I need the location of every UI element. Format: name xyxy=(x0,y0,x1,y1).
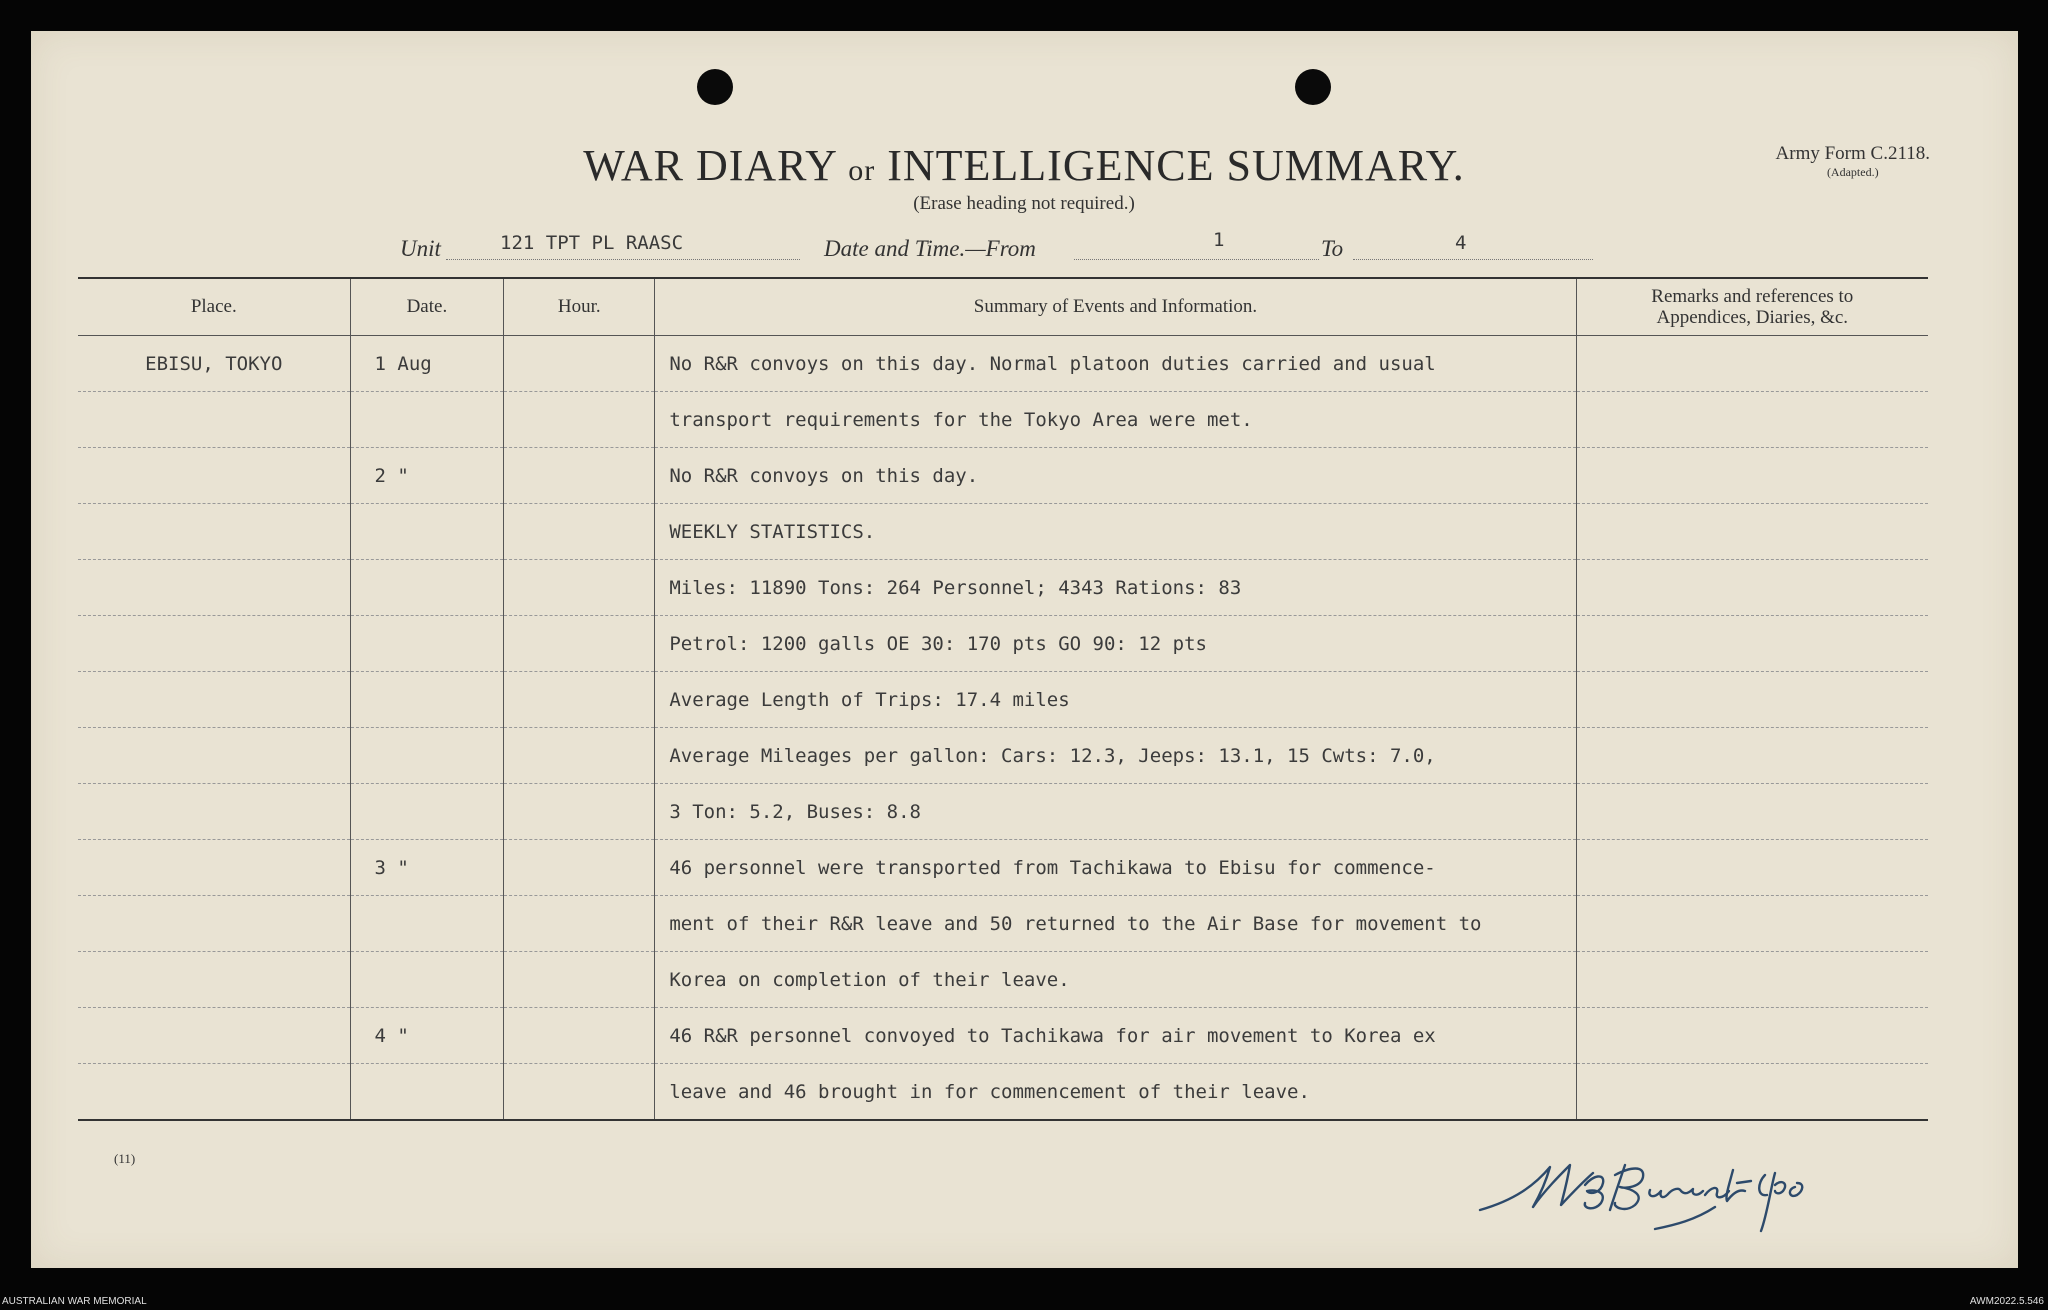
watermark-left: AUSTRALIAN WAR MEMORIAL xyxy=(2,1296,147,1307)
summary-cell: No R&R convoys on this day. xyxy=(655,448,1576,504)
remarks-cell xyxy=(1576,448,1928,504)
date-cell xyxy=(350,728,504,784)
unit-label: Unit xyxy=(400,236,441,261)
hour-cell xyxy=(504,336,655,392)
table-row xyxy=(78,1064,1928,1121)
hour-cell xyxy=(504,1064,655,1121)
column-hour: Hour. xyxy=(504,278,655,336)
signature xyxy=(1475,1145,1855,1240)
table-row xyxy=(78,560,1928,616)
place-cell xyxy=(78,840,350,896)
table-row xyxy=(78,952,1928,1008)
summary-cell: 3 Ton: 5.2, Buses: 8.8 xyxy=(655,784,1576,840)
column-remarks xyxy=(1576,278,1928,336)
column-date: Date. xyxy=(350,278,504,336)
date-cell: 2 " xyxy=(350,448,504,504)
army-form-label xyxy=(1776,145,1930,181)
column-remarks-line1: Remarks and references to xyxy=(1651,286,1854,307)
date-cell: 4 " xyxy=(350,1008,504,1064)
remarks-cell xyxy=(1576,672,1928,728)
army-form-number: Army Form C.2118. xyxy=(1775,143,1930,164)
remarks-cell xyxy=(1576,952,1928,1008)
unit-underline xyxy=(446,259,800,260)
table-header-row xyxy=(78,278,1928,336)
form-number: (11) xyxy=(114,1151,136,1166)
hour-cell xyxy=(504,616,655,672)
punch-hole xyxy=(697,69,733,105)
title-part2: INTELLIGENCE SUMMARY. xyxy=(887,141,1465,190)
date-cell xyxy=(350,784,504,840)
summary-cell: ment of their R&R leave and 50 returned to the Air Base for movement to xyxy=(655,896,1576,952)
hour-cell xyxy=(504,840,655,896)
date-cell xyxy=(350,1064,504,1121)
hour-cell xyxy=(504,728,655,784)
page-title xyxy=(0,140,2048,191)
remarks-cell xyxy=(1576,560,1928,616)
remarks-cell xyxy=(1576,1064,1928,1121)
column-remarks-line2: Appendices, Diaries, &c. xyxy=(1656,307,1849,328)
hour-cell xyxy=(504,784,655,840)
summary-cell: Average Length of Trips: 17.4 miles xyxy=(655,672,1576,728)
hour-cell xyxy=(504,1008,655,1064)
table-row xyxy=(78,840,1928,896)
remarks-cell xyxy=(1576,616,1928,672)
summary-cell: transport requirements for the Tokyo Area were met. xyxy=(655,392,1576,448)
summary-cell: WEEKLY STATISTICS. xyxy=(655,504,1576,560)
title-or: or xyxy=(848,154,876,187)
place-cell xyxy=(78,728,350,784)
table-row xyxy=(78,336,1928,392)
hour-cell xyxy=(504,448,655,504)
table-row xyxy=(78,672,1928,728)
to-underline xyxy=(1353,259,1593,260)
place-cell: EBISU, TOKYO xyxy=(78,336,350,392)
remarks-cell xyxy=(1576,504,1928,560)
title-part1: WAR DIARY xyxy=(583,141,837,190)
hour-cell xyxy=(504,560,655,616)
summary-cell: Average Mileages per gallon: Cars: 12.3, Jeeps: 13.1, 15 Cwts: 7.0, xyxy=(655,728,1576,784)
table-row xyxy=(78,728,1928,784)
place-cell xyxy=(78,392,350,448)
place-cell xyxy=(78,448,350,504)
hour-cell xyxy=(504,952,655,1008)
army-form-adapted: (Adapted.) xyxy=(1826,165,1879,179)
from-underline xyxy=(1074,259,1319,260)
table-row xyxy=(78,504,1928,560)
to-value: 4 xyxy=(1455,232,1467,254)
date-cell xyxy=(350,616,504,672)
table-row xyxy=(78,448,1928,504)
remarks-cell xyxy=(1576,1008,1928,1064)
date-cell xyxy=(350,504,504,560)
unit-value: 121 TPT PL RAASC xyxy=(500,232,684,254)
summary-cell: Petrol: 1200 galls OE 30: 170 pts GO 90: 12 pts xyxy=(655,616,1576,672)
place-cell xyxy=(78,560,350,616)
hour-cell xyxy=(504,672,655,728)
table-row xyxy=(78,616,1928,672)
punch-hole xyxy=(1295,69,1331,105)
table-row xyxy=(78,896,1928,952)
summary-cell: 46 personnel were transported from Tachikawa to Ebisu for commence- xyxy=(655,840,1576,896)
column-place: Place. xyxy=(78,278,350,336)
date-cell xyxy=(350,560,504,616)
watermark-right: AWM2022.5.546 xyxy=(1969,1296,2044,1307)
hour-cell xyxy=(504,504,655,560)
place-cell xyxy=(78,1008,350,1064)
to-label: To xyxy=(1321,236,1344,261)
date-cell: 1 Aug xyxy=(350,336,504,392)
place-cell xyxy=(78,672,350,728)
hour-cell xyxy=(504,392,655,448)
table-row xyxy=(78,392,1928,448)
remarks-cell xyxy=(1576,784,1928,840)
summary-cell: leave and 46 brought in for commencement of their leave. xyxy=(655,1064,1576,1121)
place-cell xyxy=(78,504,350,560)
subtitle: (Erase heading not required.) xyxy=(913,193,1135,214)
place-cell xyxy=(78,896,350,952)
remarks-cell xyxy=(1576,392,1928,448)
place-cell xyxy=(78,784,350,840)
column-summary: Summary of Events and Information. xyxy=(655,278,1576,336)
summary-cell: No R&R convoys on this day. Normal platoon duties carried and usual xyxy=(655,336,1576,392)
place-cell xyxy=(78,1064,350,1121)
date-cell: 3 " xyxy=(350,840,504,896)
signature-image xyxy=(1475,1145,1855,1235)
remarks-cell xyxy=(1576,896,1928,952)
date-cell xyxy=(350,896,504,952)
remarks-cell xyxy=(1576,336,1928,392)
date-cell xyxy=(350,952,504,1008)
summary-cell: Miles: 11890 Tons: 264 Personnel; 4343 Rations: 83 xyxy=(655,560,1576,616)
diary-table xyxy=(78,277,1928,1121)
place-cell xyxy=(78,616,350,672)
date-cell xyxy=(350,392,504,448)
date-time-label: Date and Time.—From xyxy=(824,236,1036,261)
date-cell xyxy=(350,672,504,728)
hour-cell xyxy=(504,896,655,952)
table-row xyxy=(78,1008,1928,1064)
remarks-cell xyxy=(1576,728,1928,784)
summary-cell: Korea on completion of their leave. xyxy=(655,952,1576,1008)
remarks-cell xyxy=(1576,840,1928,896)
from-value: 1 xyxy=(1213,229,1225,251)
place-cell xyxy=(78,952,350,1008)
table-row xyxy=(78,784,1928,840)
summary-cell: 46 R&R personnel convoyed to Tachikawa for air movement to Korea ex xyxy=(655,1008,1576,1064)
